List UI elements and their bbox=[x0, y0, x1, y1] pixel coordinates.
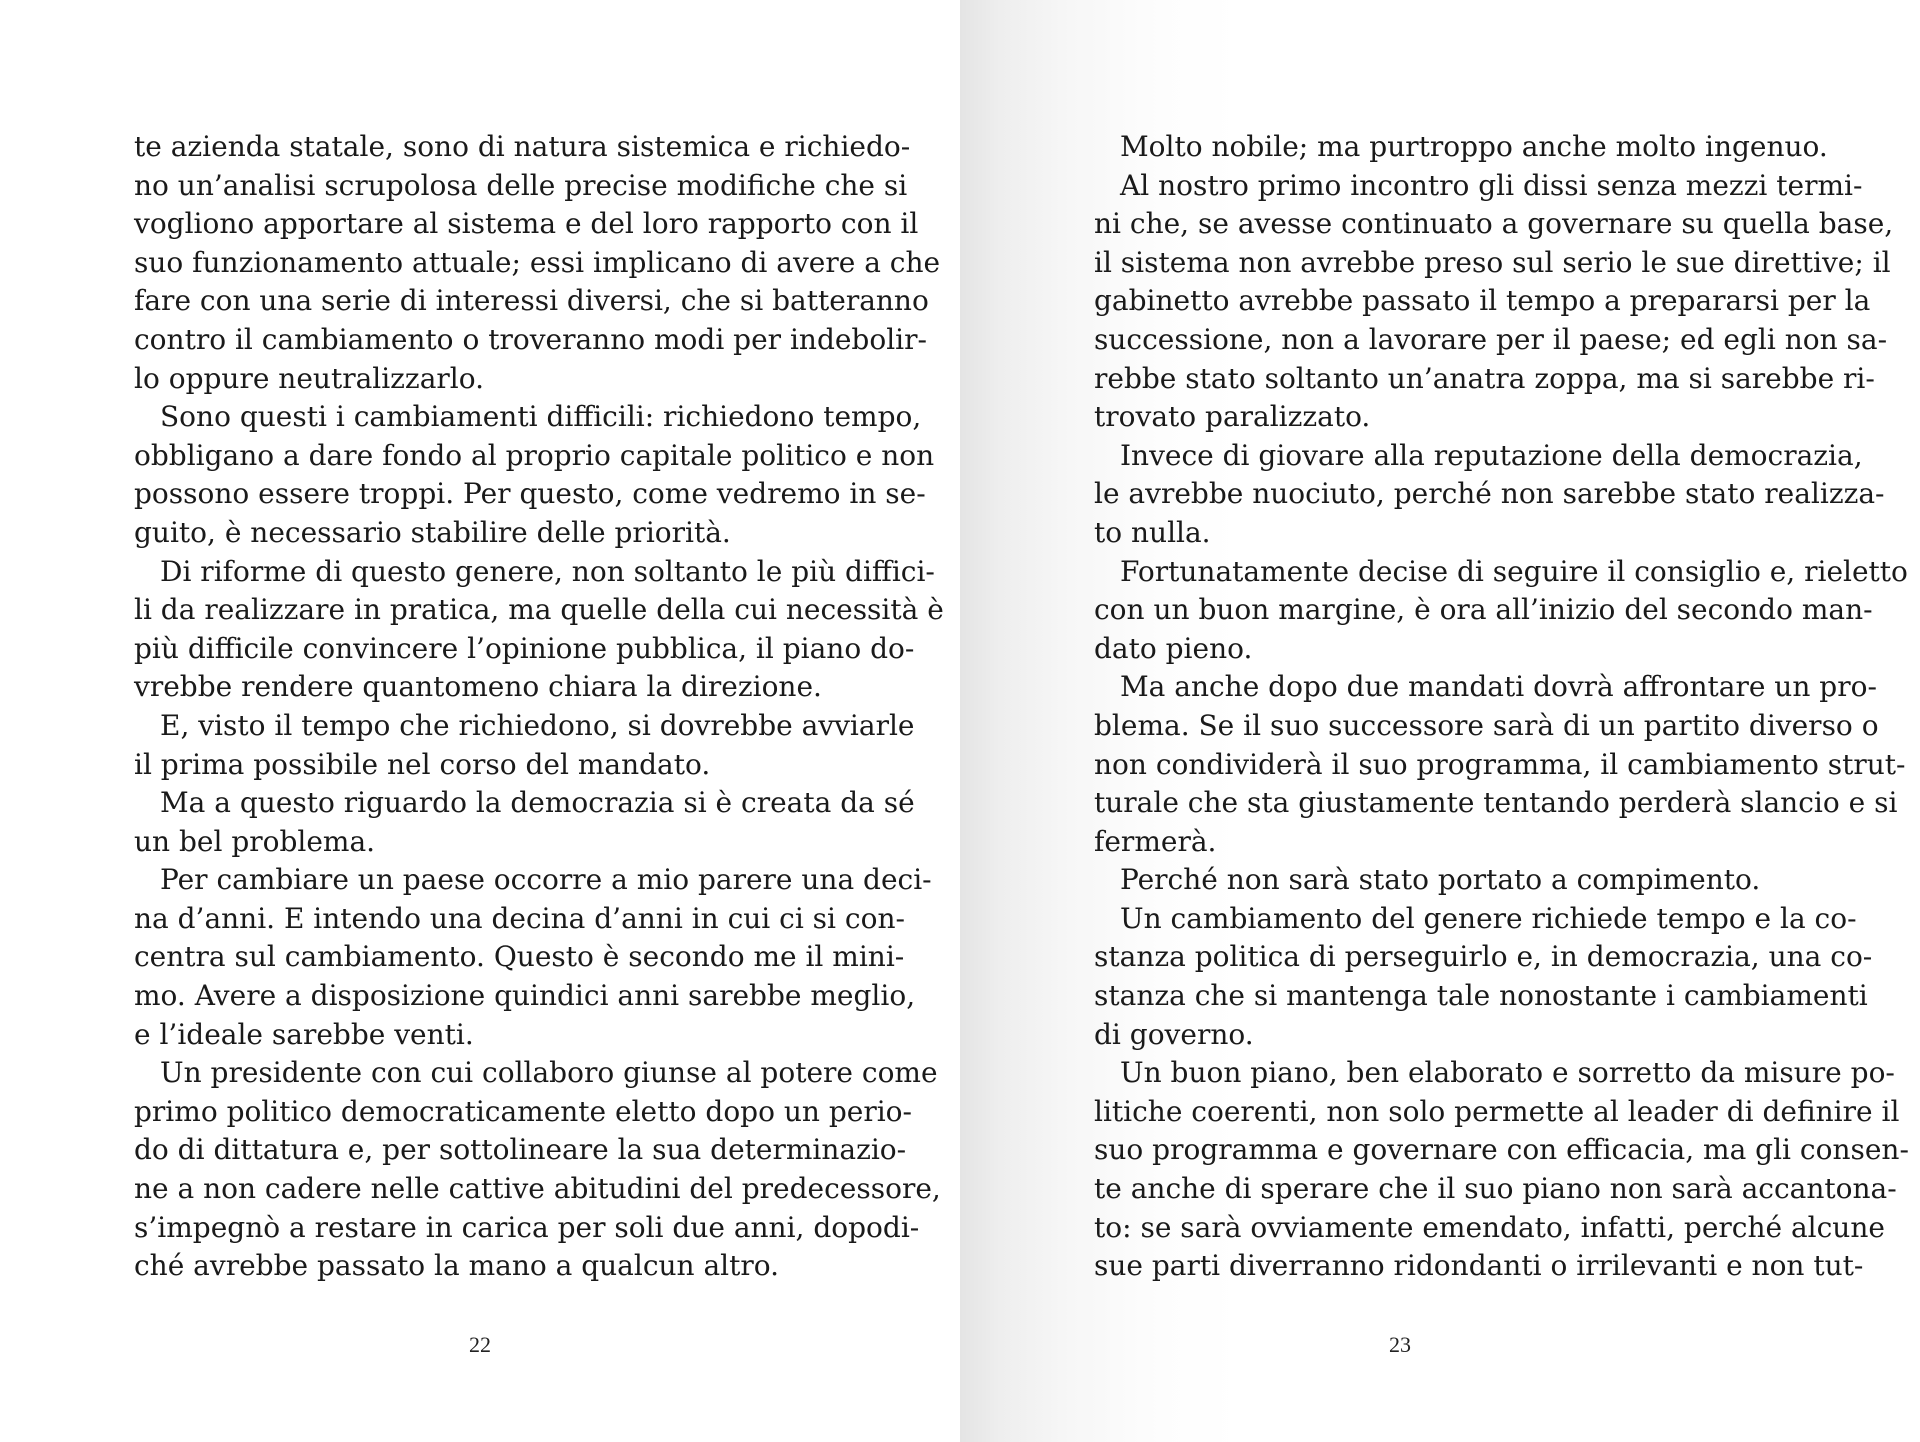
text-line: gabinetto avrebbe passato il tempo a prepararsi per la bbox=[1094, 284, 1871, 318]
text-line: non condividerà il suo programma, il cambiamento strut- bbox=[1094, 747, 1906, 781]
text-line: ché avrebbe passato la mano a qualcun altro. bbox=[134, 1249, 780, 1283]
text-line: con un buon margine, è ora all’inizio del secondo man- bbox=[1094, 593, 1873, 627]
text-line: Fortunatamente decise di seguire il consiglio e, rieletto bbox=[1120, 554, 1908, 588]
text-line: te azienda statale, sono di natura sistemica e richiedo- bbox=[134, 130, 911, 163]
text-line: stanza che si mantenga tale nonostante i cambiamenti bbox=[1094, 979, 1868, 1013]
text-line: possono essere troppi. Per questo, come vedremo in se- bbox=[134, 477, 926, 511]
text-line: Per cambiare un paese occorre a mio parere una deci- bbox=[160, 863, 932, 897]
text-line: il prima possibile nel corso del mandato. bbox=[134, 747, 711, 781]
text-line: contro il cambiamento o troveranno modi per indebolir- bbox=[134, 322, 927, 356]
text-line: centra sul cambiamento. Questo è secondo me il mini- bbox=[134, 940, 905, 974]
text-line: un bel problema. bbox=[134, 824, 376, 858]
text-line: s’impegnò a restare in carica per soli due anni, dopodi- bbox=[134, 1210, 920, 1244]
text-line: te anche di sperare che il suo piano non sarà accantona- bbox=[1094, 1172, 1897, 1206]
text-line: fare con una serie di interessi diversi, che si batteranno bbox=[134, 284, 929, 318]
page-number-left: 22 bbox=[469, 1332, 491, 1357]
text-line: no un’analisi scrupolosa delle precise modifiche che si bbox=[134, 168, 908, 202]
text-line: e l’ideale sarebbe venti. bbox=[134, 1017, 474, 1051]
text-line: primo politico democraticamente eletto dopo un perio- bbox=[134, 1094, 912, 1128]
text-line: Un cambiamento del genere richiede tempo e la co- bbox=[1120, 901, 1857, 935]
text-line: successione, non a lavorare per il paese; ed egli non sa- bbox=[1094, 322, 1888, 356]
page-number-right: 23 bbox=[1389, 1332, 1411, 1357]
text-line: sue parti diverranno ridondanti o irrilevanti e non tut- bbox=[1094, 1249, 1864, 1283]
text-line: guito, è necessario stabilire delle priorità. bbox=[134, 515, 731, 549]
text-line: rebbe stato soltanto un’anatra zoppa, ma si sarebbe ri- bbox=[1094, 361, 1875, 395]
text-line: fermerà. bbox=[1094, 824, 1217, 858]
text-line: più difficile convincere l’opinione pubblica, il piano do- bbox=[134, 631, 915, 665]
text-line: Invece di giovare alla reputazione della democrazia, bbox=[1120, 438, 1863, 472]
text-line: na d’anni. E intendo una decina d’anni in cui ci si con- bbox=[134, 901, 905, 935]
text-line: trovato paralizzato. bbox=[1094, 400, 1371, 434]
text-line: obbligano a dare fondo al proprio capitale politico e non bbox=[134, 438, 935, 472]
text-line: E, visto il tempo che richiedono, si dovrebbe avviarle bbox=[160, 708, 915, 742]
text-line: Perché non sarà stato portato a compimento. bbox=[1120, 863, 1761, 897]
right-page-body-text bbox=[1094, 128, 1909, 1286]
text-line: Ma a questo riguardo la democrazia si è creata da sé bbox=[160, 786, 915, 820]
text-line: Al nostro primo incontro gli dissi senza mezzi termi- bbox=[1120, 168, 1863, 202]
text-line: stanza politica di perseguirlo e, in democrazia, una co- bbox=[1094, 940, 1873, 974]
text-line: lo oppure neutralizzarlo. bbox=[134, 361, 484, 395]
text-line: vogliono apportare al sistema e del loro rapporto con il bbox=[134, 207, 919, 241]
text-line: Un presidente con cui collaboro giunse al potere come bbox=[160, 1056, 938, 1090]
text-line: il sistema non avrebbe preso sul serio le sue direttive; il bbox=[1094, 245, 1891, 279]
text-line: suo programma e governare con efficacia, ma gli consen- bbox=[1094, 1133, 1909, 1167]
left-page-body-text bbox=[134, 128, 944, 1286]
text-line: blema. Se il suo successore sarà di un partito diverso o bbox=[1094, 708, 1879, 742]
text-line: Di riforme di questo genere, non soltanto le più diffici- bbox=[160, 554, 935, 588]
text-line: vrebbe rendere quantomeno chiara la direzione. bbox=[134, 670, 822, 704]
text-line: litiche coerenti, non solo permette al leader di definire il bbox=[1094, 1094, 1900, 1128]
text-line: Molto nobile; ma purtroppo anche molto ingenuo. bbox=[1120, 130, 1828, 163]
text-line: to: se sarà ovviamente emendato, infatti, perché alcune bbox=[1094, 1210, 1885, 1244]
text-line: Sono questi i cambiamenti difficili: richiedono tempo, bbox=[160, 400, 922, 434]
text-line: to nulla. bbox=[1094, 515, 1211, 549]
text-line: Un buon piano, ben elaborato e sorretto da misure po- bbox=[1120, 1056, 1895, 1090]
text-line: Ma anche dopo due mandati dovrà affrontare un pro- bbox=[1120, 670, 1877, 704]
text-line: do di dittatura e, per sottolineare la sua determinazio- bbox=[134, 1133, 907, 1167]
text-line: di governo. bbox=[1094, 1017, 1254, 1051]
text-line: dato pieno. bbox=[1094, 631, 1253, 665]
text-line: mo. Avere a disposizione quindici anni sarebbe meglio, bbox=[134, 979, 916, 1013]
right-page bbox=[960, 0, 1920, 1442]
text-line: ni che, se avesse continuato a governare su quella base, bbox=[1094, 207, 1894, 241]
text-line: turale che sta giustamente tentando perderà slancio e si bbox=[1094, 786, 1898, 820]
text-line: le avrebbe nuociuto, perché non sarebbe stato realizza- bbox=[1094, 477, 1885, 511]
text-line: li da realizzare in pratica, ma quelle della cui necessità è bbox=[134, 593, 944, 627]
text-line: suo funzionamento attuale; essi implicano di avere a che bbox=[134, 245, 941, 279]
text-line: ne a non cadere nelle cattive abitudini del predecessore, bbox=[134, 1172, 941, 1206]
